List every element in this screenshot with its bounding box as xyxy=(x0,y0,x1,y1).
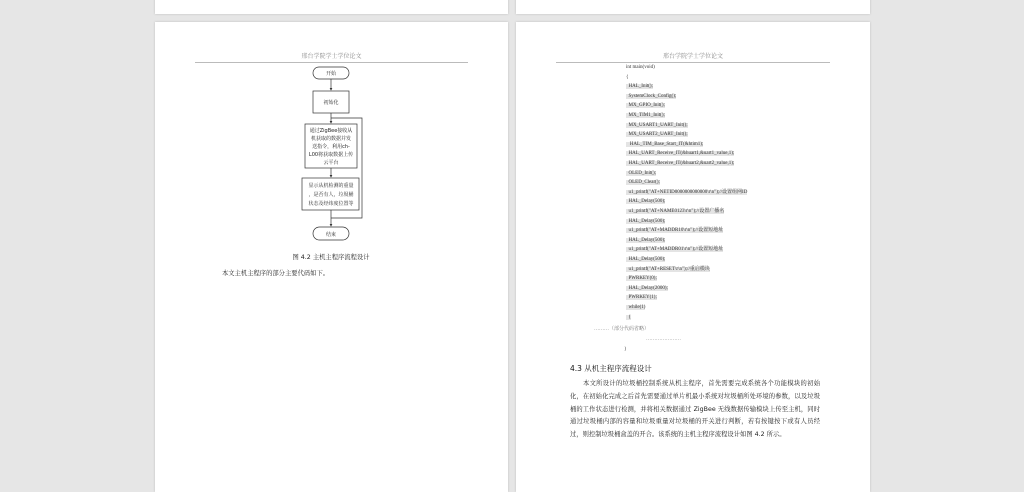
code-line xyxy=(626,315,631,321)
step2-line: 状态及经纬度位置等 xyxy=(308,201,354,207)
step2-line: ，是否有人，垃圾桶 xyxy=(308,192,354,198)
code-line-text: u1_printf("AT+MADDR01\r\n");//设置短地址 xyxy=(626,247,724,253)
code-line xyxy=(626,238,665,244)
code-line-text: MX_TIM1_Init(); xyxy=(626,113,665,118)
step1-line: 通过ZigBee接收从 xyxy=(309,128,353,134)
code-line-text: MX_USART1_UART_Init(); xyxy=(626,122,688,128)
code-line-text: OLED_Clear(); xyxy=(626,180,660,186)
code-line xyxy=(626,65,655,71)
step1-line: 云平台 xyxy=(323,160,339,166)
step1-line: 送指令，利用ch- xyxy=(312,144,350,150)
code-omitted: ………（部分代码省略） xyxy=(594,327,650,332)
code-line xyxy=(626,113,665,119)
code-line xyxy=(626,94,676,100)
code-line-text: MX_USART2_UART_Init(); xyxy=(626,132,688,138)
code-line-text: u1_printf("AT+NAME0123\r\n");//设置广播名 xyxy=(626,209,725,214)
code-line-text: HAL_TIM_Base_Start_IT(&htim1); xyxy=(626,141,704,147)
code-line xyxy=(626,199,665,205)
code-line-text: HAL_Delay(500); xyxy=(626,199,666,205)
code-line-text: PWRKEY(1); xyxy=(626,295,657,301)
section-heading: 4.3 从机主程序流程设计 xyxy=(570,364,652,373)
code-line-text: HAL_Init(); xyxy=(626,84,653,90)
end-label: 结束 xyxy=(325,232,337,238)
code-line xyxy=(626,219,665,225)
code-line-text: OLED_Init(); xyxy=(626,170,656,176)
code-line xyxy=(626,180,660,186)
code-line xyxy=(626,228,723,234)
code-line-text: { xyxy=(626,74,629,80)
code-line xyxy=(626,190,747,196)
paragraph: 本文所设计的垃圾桶控制系统从机主程序，首先需要完成系统各个功能模块的初始化，在初始化完成之后首先需要通过单片机最小系统对垃圾桶所处环境的参数，以及垃圾桶的工作状态进行检测，并将相关数据通过 ZigBee 无线数据传输模块上传至主机，同时通过垃圾桶内部的容量和垃圾重量对垃圾桶的开关进行判断，若有按键按下或有人员经过，则控制垃圾桶盒盖的开合。该系统的主机主程序流程设计如图 4.2 所示。 xyxy=(570,380,820,439)
code-dots: ………………… xyxy=(646,337,681,342)
code-line xyxy=(626,84,653,90)
code-line xyxy=(626,286,668,292)
code-line-text: HAL_Delay(2000); xyxy=(626,285,668,291)
code-line xyxy=(626,257,665,263)
code-line-text: HAL_Delay(500); xyxy=(626,237,666,243)
start-label: 开始 xyxy=(325,71,337,77)
step1-line: L00将获取数据上传 xyxy=(308,152,354,158)
code-line-text: PWRKEY(0); xyxy=(626,276,657,282)
code-line xyxy=(626,103,665,109)
code-line xyxy=(626,123,688,129)
code-line-text: HAL_UART_Receive_IT(&huart1,&uart1_value,1); xyxy=(626,151,735,157)
code-line xyxy=(626,151,734,157)
step1-line: 机获取的数据并发 xyxy=(310,136,352,142)
code-line xyxy=(626,267,710,273)
code-line xyxy=(626,75,628,81)
code-line-text: SystemClock_Config(); xyxy=(626,93,677,99)
code-line-text: MX_GPIO_Init(); xyxy=(626,103,665,109)
code-line-text: u1_printf("AT+NETID0000000000000\r\n");//设置组网ID xyxy=(626,189,748,195)
code-line xyxy=(626,295,657,301)
code-close-brace: } xyxy=(624,347,627,352)
code-line-text: HAL_Delay(500); xyxy=(626,257,666,262)
code-line-text: u1_printf("AT+RESET\r\n");//重启模块 xyxy=(626,266,710,272)
code-line xyxy=(626,247,723,253)
step2-line: 显示从机检测的重量 xyxy=(308,183,354,189)
page-header: 邢台学院学士学位论文 xyxy=(556,51,830,63)
code-line xyxy=(626,161,734,167)
code-line xyxy=(626,276,657,282)
code-line xyxy=(626,142,703,148)
code-line-text: HAL_Delay(500); xyxy=(626,218,666,224)
code-line-text: HAL_UART_Receive_IT(&huart2,&uart2_value,1); xyxy=(626,161,735,166)
code-line xyxy=(626,209,724,215)
code-line xyxy=(626,305,645,311)
page-header: 邢台学院学士学位论文 xyxy=(195,51,468,63)
init-label: 初始化 xyxy=(323,100,339,106)
code-line-text: u1_printf("AT+MADDR10\r\n");//设置短地址 xyxy=(626,228,724,234)
body-text: 本文主机主程序的部分主要代码如下。 xyxy=(222,270,330,277)
code-line-text: while(1) xyxy=(626,305,646,310)
code-line-text: int main(void) xyxy=(626,65,655,70)
code-line-text: { xyxy=(626,314,631,320)
figure-caption: 图 4.2 主机主程序流程设计 xyxy=(292,254,370,261)
code-line xyxy=(626,171,656,177)
code-line xyxy=(626,132,688,138)
